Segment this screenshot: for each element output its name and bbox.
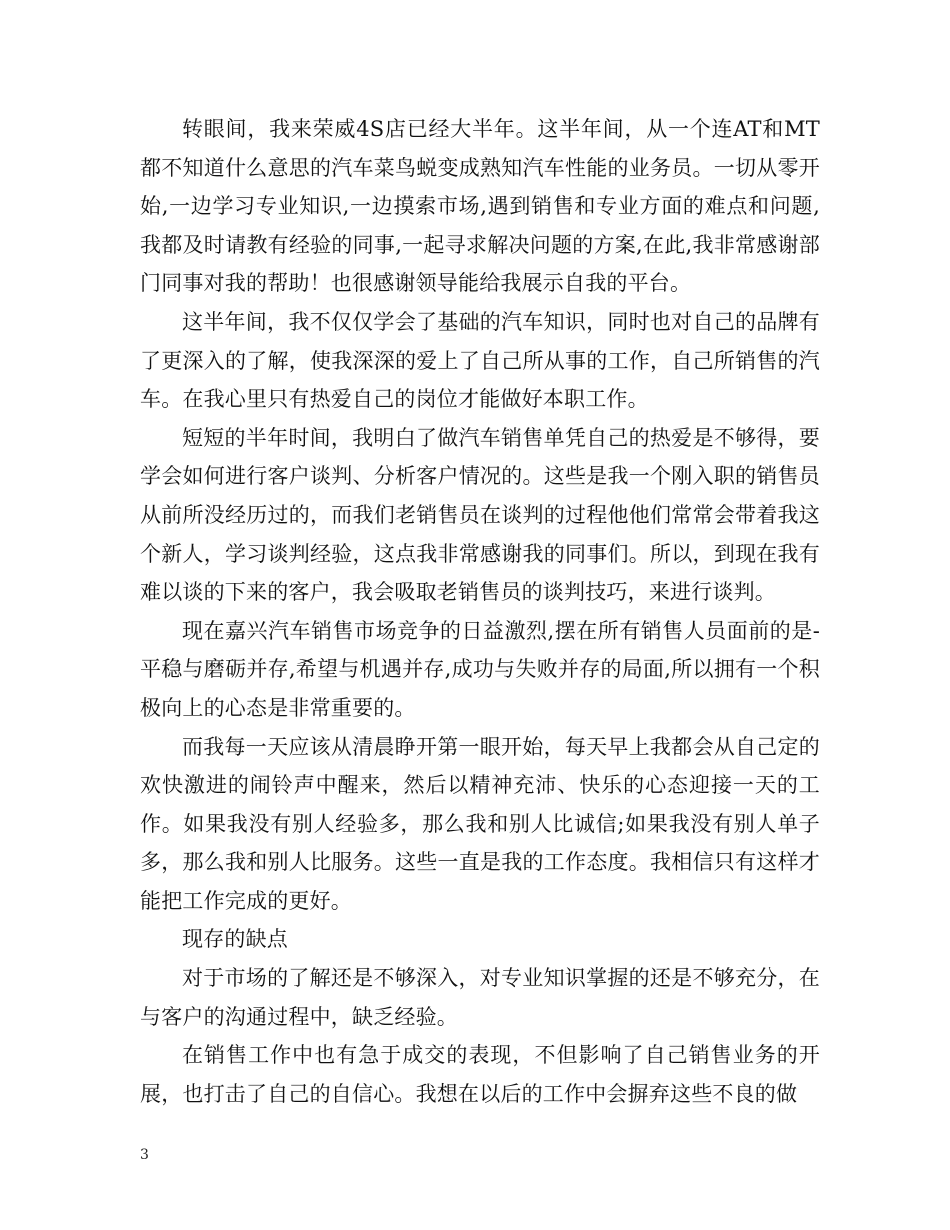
page-number: 3 bbox=[140, 1147, 149, 1163]
paragraph-5: 而我每一天应该从清晨睁开第一眼开始，每天早上我都会从自己定的欢快激进的闹铃声中醒来，然后以精神充沛、快乐的心态迎接一天的工作。如果我没有别人经验多，那么我和别人比诚信;如果我没有别人单子多，那么我和别人比服务。这些一直是我的工作态度。我相信只有这样才能把工作完成的更好。 bbox=[140, 734, 820, 913]
paragraph-7: 在销售工作中也有急于成交的表现，不但影响了自己销售业务的开展，也打击了自己的自信心。我想在以后的工作中会摒弃这些不良的做 bbox=[140, 1043, 820, 1106]
document-page bbox=[140, 110, 820, 1113]
paragraph-3: 短短的半年时间，我明白了做汽车销售单凭自己的热爱是不够得，要学会如何进行客户谈判、分析客户情况的。这些是我一个刚入职的销售员从前所没经历过的，而我们老销售员在谈判的过程他他们常常会带着我这个新人，学习谈判经验，这点我非常感谢我的同事们。所以，到现在我有难以谈的下来的客户，我会吸取老销售员的谈判技巧，来进行谈判。 bbox=[140, 425, 820, 605]
section-heading-shortcomings: 现存的缺点 bbox=[182, 927, 288, 952]
paragraph-1: 转眼间，我来荣威4S店已经大半年。这半年间，从一个连AT和MT都不知道什么意思的汽车菜鸟蜕变成熟知汽车性能的业务员。一切从零开始,一边学习专业知识,一边摸索市场,遇到销售和专业方面的难点和问题,我都及时请教有经验的同事,一起寻求解决问题的方案,在此,我非常感谢部门同事对我的帮助！也很感谢领导能给我展示自我的平台。 bbox=[140, 117, 820, 296]
paragraph-4: 现在嘉兴汽车销售市场竞争的日益激烈,摆在所有销售人员面前的是-平稳与磨砺并存,希望与机遇并存,成功与失败并存的局面,所以拥有一个积极向上的心态是非常重要的。 bbox=[140, 618, 820, 720]
paragraph-6: 对于市场的了解还是不够深入，对专业知识掌握的还是不够充分，在与客户的沟通过程中，缺乏经验。 bbox=[140, 966, 820, 1029]
paragraph-2: 这半年间，我不仅仅学会了基础的汽车知识，同时也对自己的品牌有了更深入的了解，使我深深的爱上了自己所从事的工作，自己所销售的汽车。在我心里只有热爱自己的岗位才能做好本职工作。 bbox=[140, 309, 820, 412]
